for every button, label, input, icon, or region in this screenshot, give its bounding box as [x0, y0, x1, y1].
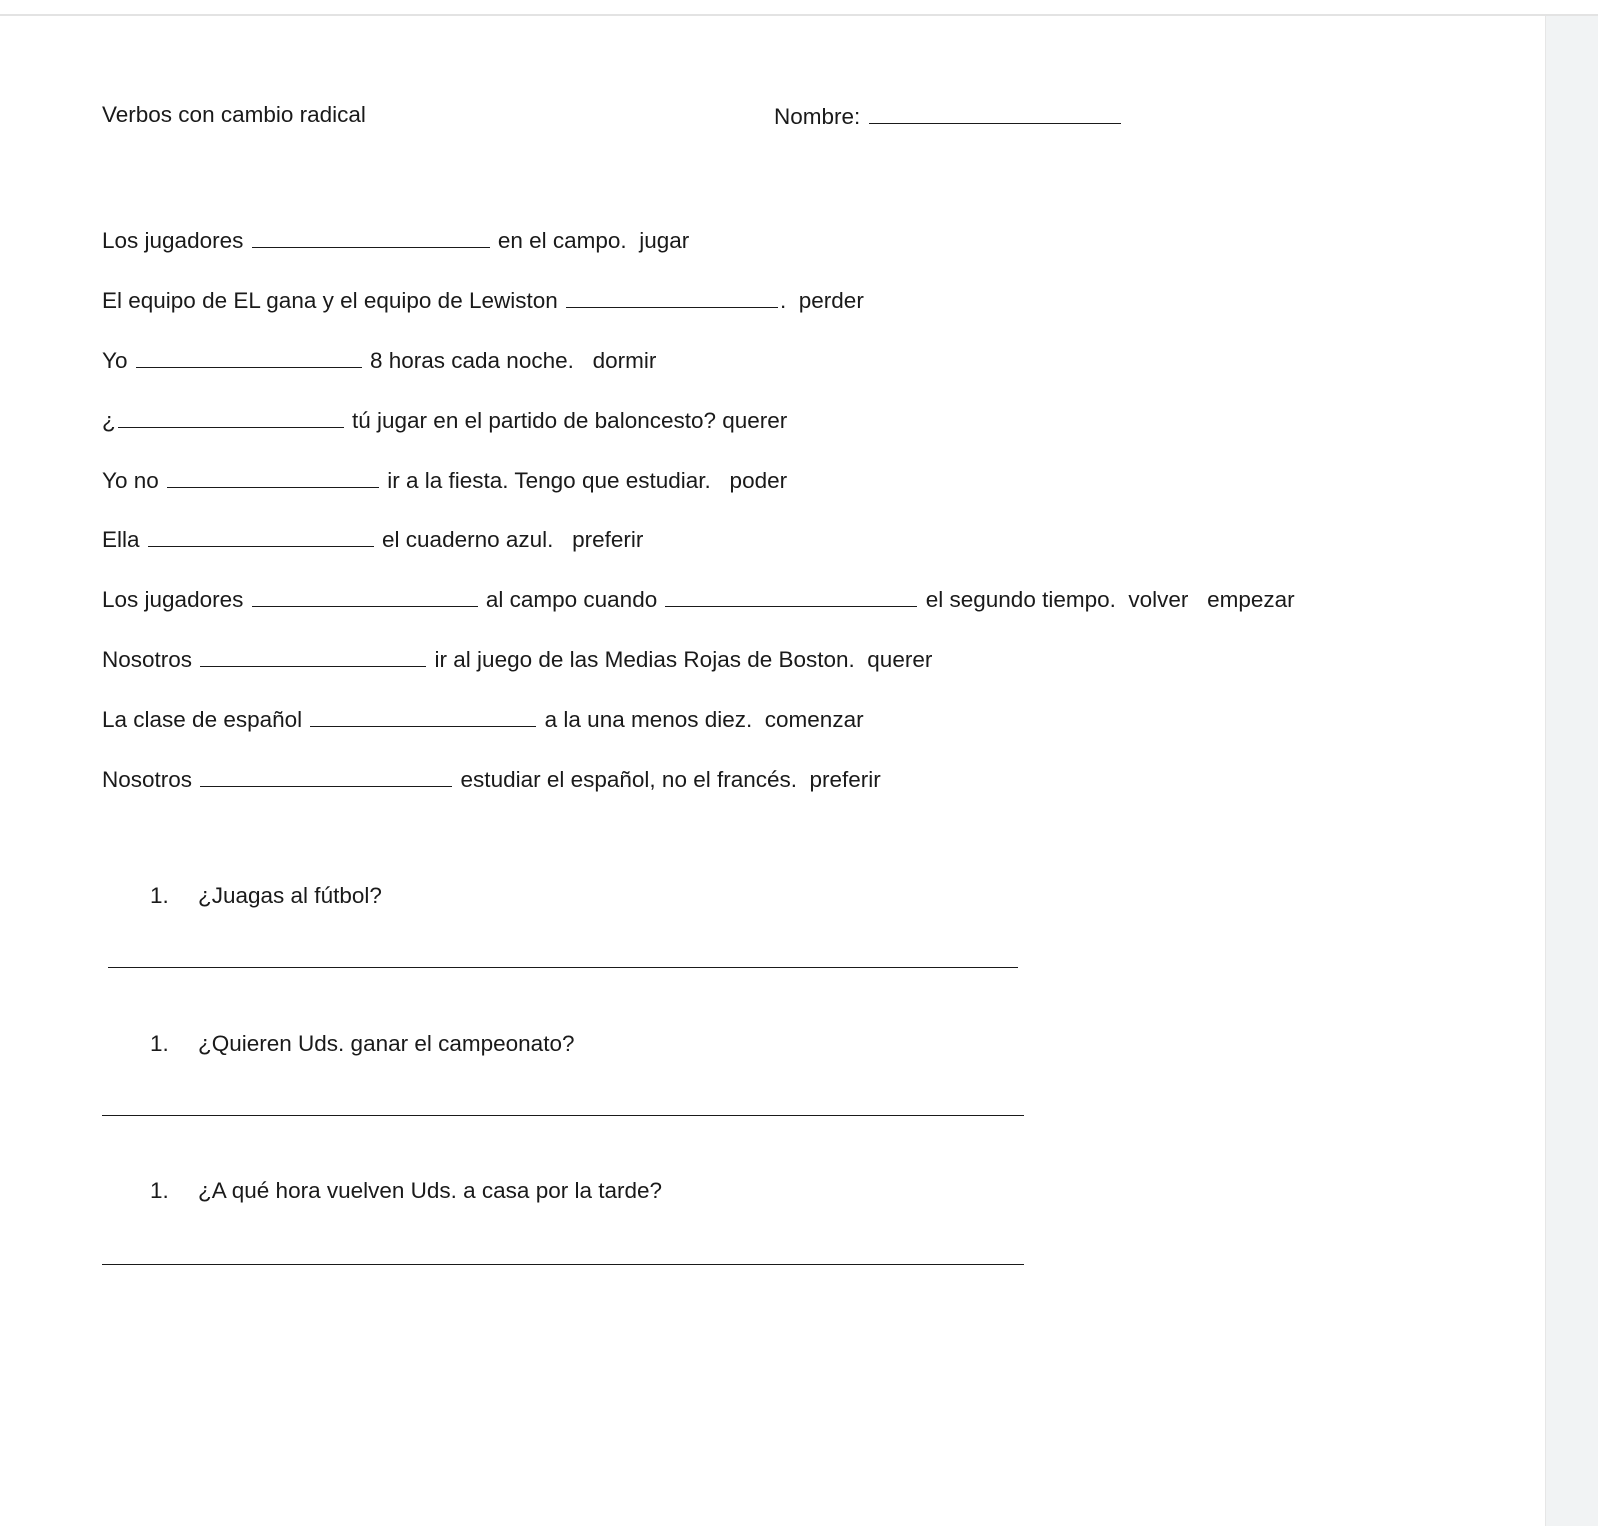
sentence-3-after: 8 horas cada noche. dormir	[363, 348, 657, 373]
sentence-10-blank[interactable]	[200, 764, 452, 787]
sentence-5-before: Yo no	[102, 468, 165, 493]
question-3-number: 1.	[150, 1178, 169, 1203]
sentence-4-blank[interactable]	[118, 405, 344, 428]
window-top-border	[0, 0, 1598, 16]
sentence-7	[102, 584, 1295, 614]
sentence-6-before: Ella	[102, 527, 146, 552]
sentence-1-blank[interactable]	[252, 225, 490, 248]
sentence-8	[102, 644, 932, 674]
sentence-9	[102, 704, 864, 734]
sentence-5-after: ir a la fiesta. Tengo que estudiar. poder	[381, 468, 788, 493]
sentence-4-before: ¿	[102, 408, 116, 433]
name-field	[774, 101, 1123, 131]
sentence-7-after: el segundo tiempo. volver empezar	[919, 587, 1295, 612]
sentence-9-blank[interactable]	[310, 704, 536, 727]
question-2-text: ¿Quieren Uds. ganar el campeonato?	[198, 1031, 575, 1056]
sentence-7-middle: al campo cuando	[479, 587, 664, 612]
question-1	[150, 882, 382, 910]
question-2-number: 1.	[150, 1031, 169, 1056]
sentence-8-before: Nosotros	[102, 647, 199, 672]
sentence-5	[102, 465, 787, 495]
sentence-10-before: Nosotros	[102, 767, 199, 792]
sentence-6	[102, 524, 643, 554]
question-1-text: ¿Juagas al fútbol?	[198, 883, 382, 908]
sentence-9-before: La clase de español	[102, 707, 309, 732]
sentence-2-before: El equipo de EL gana y el equipo de Lewiston	[102, 288, 565, 313]
sentence-1-after: en el campo. jugar	[491, 228, 690, 253]
sentence-4-after: tú jugar en el partido de baloncesto? querer	[345, 408, 788, 433]
answer-line-3[interactable]	[102, 1264, 1024, 1265]
question-2	[150, 1030, 574, 1058]
answer-line-1[interactable]	[108, 967, 1018, 968]
sentence-6-blank[interactable]	[148, 524, 374, 547]
name-blank[interactable]	[869, 101, 1121, 124]
sentence-3-blank[interactable]	[136, 345, 362, 368]
right-scroll-gutter[interactable]	[1545, 16, 1598, 1526]
sentence-2	[102, 285, 864, 315]
sentence-2-after: . perder	[780, 288, 864, 313]
sentence-2-blank[interactable]	[566, 285, 778, 308]
sentence-6-after: el cuaderno azul. preferir	[375, 527, 644, 552]
sentence-1	[102, 225, 689, 255]
question-1-number: 1.	[150, 883, 169, 908]
sentence-7-blank-2[interactable]	[665, 584, 917, 607]
sentence-8-after: ir al juego de las Medias Rojas de Boston. querer	[428, 647, 933, 672]
sentence-10-after: estudiar el español, no el francés. preferir	[454, 767, 881, 792]
sentence-4	[102, 405, 787, 435]
worksheet-title: Verbos con cambio radical	[102, 102, 366, 127]
sentence-10	[102, 764, 881, 794]
question-3-text: ¿A qué hora vuelven Uds. a casa por la tarde?	[198, 1178, 663, 1203]
document-page	[0, 16, 1545, 1526]
answer-line-2[interactable]	[102, 1115, 1024, 1116]
sentence-7-before: Los jugadores	[102, 587, 250, 612]
sentence-3	[102, 345, 656, 375]
sentence-8-blank[interactable]	[200, 644, 426, 667]
sentence-9-after: a la una menos diez. comenzar	[538, 707, 864, 732]
sentence-5-blank[interactable]	[167, 465, 379, 488]
sentence-3-before: Yo	[102, 348, 134, 373]
sentence-1-before: Los jugadores	[102, 228, 250, 253]
question-3	[150, 1177, 662, 1205]
sentence-7-blank-1[interactable]	[252, 584, 478, 607]
name-label: Nombre:	[774, 104, 861, 129]
